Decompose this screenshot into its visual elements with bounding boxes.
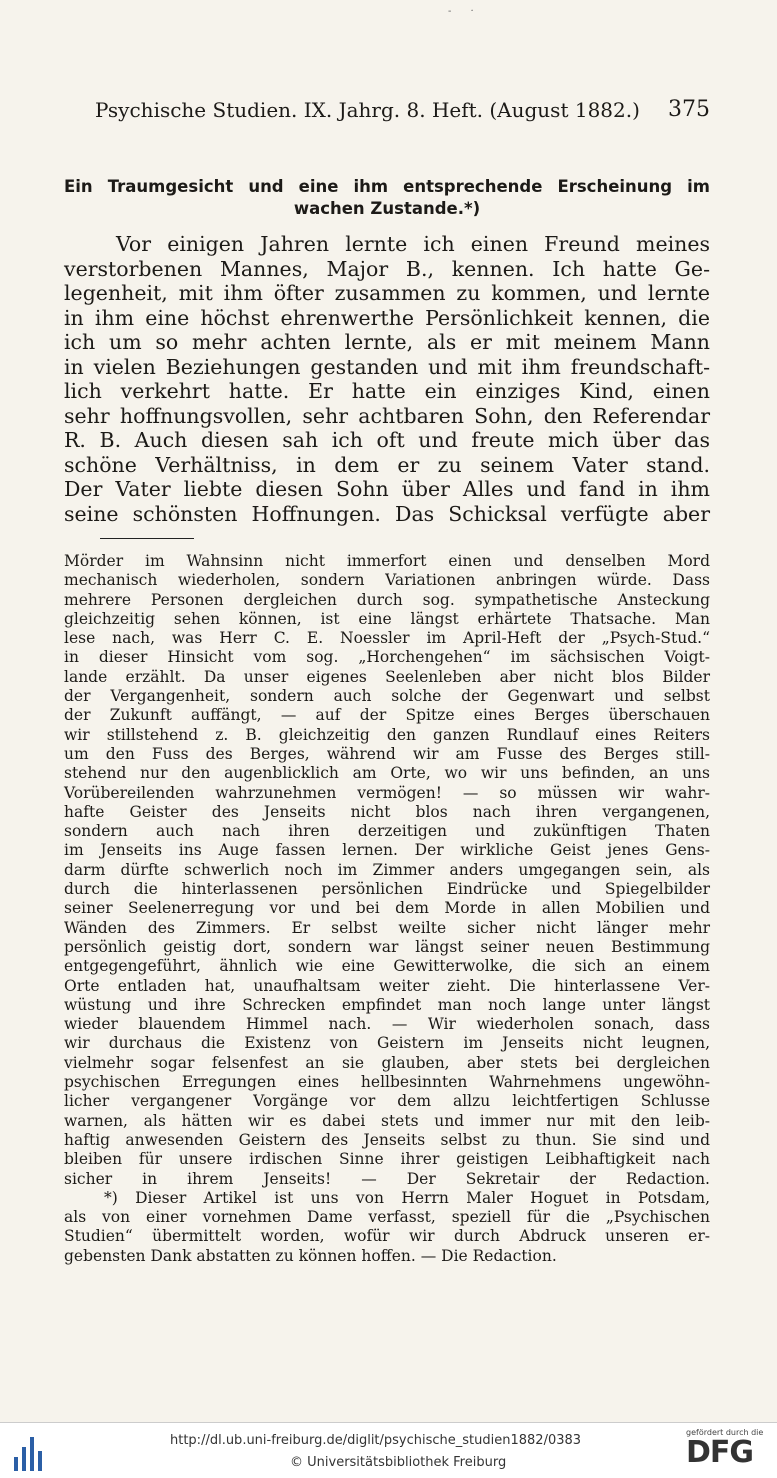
footnote-line: Mörder im Wahnsinn nicht immerfort einen und denselben Mord (64, 552, 710, 570)
body-line: Vor einigen Jahren lernte ich einen Freund meines (116, 232, 710, 256)
body-line: lich verkehrt hatte. Er hatte ein einziges Kind, einen (64, 379, 710, 403)
title-line-2: wachen Zustande.*) (293, 199, 481, 218)
footnote-line: lese nach, was Herr C. E. Noessler im April-Heft der „Psych-Stud.“ (64, 629, 710, 648)
footnote-line: stehend nur den augenblicklich am Orte, wo wir uns befinden, an uns (64, 764, 710, 783)
footnote-line: in dieser Hinsicht vom sog. „Horchengehen“ im sächsischen Voigt- (64, 648, 710, 667)
note-line: gebensten Dank abstatten zu können hoffen. — Die Redaction. (64, 1246, 557, 1265)
library-logo (14, 1431, 50, 1471)
footnote-line: bleiben für unsere irdischen Sinne ihrer geistigen Leibhaftigkeit nach (64, 1150, 710, 1169)
body-line: Der Vater liebte diesen Sohn über Alles und fand in ihm (64, 477, 710, 501)
footnote-line: Orte entladen hat, unaufhaltsam weiter zieht. Die hinterlassene Ver- (64, 976, 710, 995)
footnote-line: psychischen Erregungen eines hellbesinnten Wahrnehmens ungewöhn- (64, 1073, 710, 1092)
footnote-line: wieder blauendem Himmel nach. — Wir wiederholen sonach, dass (64, 1015, 710, 1034)
footnote-line: der Zukunft auffängt, — auf der Spitze eines Berges überschauen (64, 706, 710, 725)
footnote-line: Vorübereilenden wahrzunehmen vermögen! — so müssen wir wahr- (64, 783, 710, 802)
footnote-line: licher vergangener Vorgänge vor dem allzu leichtfertigen Schlusse (64, 1092, 710, 1111)
body-line: in vielen Beziehungen gestanden und mit ihm freundschaft- (64, 354, 710, 379)
footnote-line: warnen, als hätten wir es dabei stets und immer nur mit den leib- (64, 1111, 710, 1130)
running-title: Psychische Studien. IX. Jahrg. 8. Heft. (August 1882.) (95, 98, 640, 122)
footnotes (64, 552, 710, 1266)
footnote-line: seiner Seelenerregung vor und bei dem Morde in allen Mobilien und (64, 899, 710, 918)
body-line: legenheit, mit ihm öfter zusammen zu kommen, und lernte (64, 281, 710, 305)
footnote-separator (100, 538, 194, 539)
viewer-footer (0, 1422, 777, 1478)
copyright-text: © Universitätsbibliothek Freiburg (290, 1455, 507, 1470)
footnote-line: entgegengeführt, ähnlich wie eine Gewitterwolke, die sich an einem (64, 957, 710, 976)
footnote-line: vielmehr sogar felsenfest an sie glauben, aber stets bei dergleichen (64, 1053, 710, 1072)
scan-mark: - · (448, 6, 482, 17)
body-line: verstorbenen Mannes, Major B., kennen. Ich hatte Ge- (64, 256, 710, 281)
footnote-line: lande erzählt. Da unser eigenes Seelenleben aber nicht blos Bilder (64, 667, 710, 686)
article-body (64, 232, 710, 526)
running-header (95, 96, 710, 124)
body-line: in ihm eine höchst ehrenwerthe Persönlichkeit kennen, die (64, 305, 710, 330)
body-line: schöne Verhältniss, in dem er zu seinem Vater stand. (64, 452, 710, 477)
footnote-line: um den Fuss des Berges, während wir am Fusse des Berges still- (64, 744, 710, 763)
body-line: seine schönsten Hoffnungen. Das Schicksal verfügte aber (64, 501, 710, 526)
footnote-line: der Vergangenheit, sondern auch solche der Gegenwart und selbst (64, 687, 710, 706)
footnote-line: wir durchaus die Existenz von Geistern im Jenseits nicht leugnen, (64, 1034, 710, 1053)
footnote-line: darm dürfte schwerlich noch im Zimmer anders umgegangen sein, als (64, 860, 710, 879)
footnote-line: persönlich geistig dort, sondern war längst seiner neuen Bestimmung (64, 937, 710, 956)
footnote-line: mechanisch wiederholen, sondern Variationen anbringen würde. Dass (64, 571, 710, 590)
source-url-link[interactable]: http://dl.ub.uni-freiburg.de/diglit/psychische_studien1882/0383 (170, 1433, 582, 1448)
footnote-line: sondern auch nach ihren derzeitigen und zukünftigen Thaten (64, 822, 710, 841)
page-number: 375 (668, 97, 710, 122)
note-line: *) Dieser Artikel ist uns von Herrn Maler Hoguet in Potsdam, (104, 1188, 710, 1207)
body-line: sehr hoffnungsvollen, sehr achtbaren Sohn, den Referendar (64, 403, 710, 428)
footnote-line: Wänden des Zimmers. Er selbst weilte sicher nicht länger mehr (64, 918, 710, 937)
dfg-logo (686, 1428, 766, 1469)
note-line: als von einer vornehmen Dame verfasst, speziell für die „Psychischen (64, 1208, 710, 1227)
funder-caption: gefördert durch die (686, 1428, 764, 1437)
article-title (64, 176, 710, 220)
footnote-line: gleichzeitig sehen können, ist eine längst erhärtete Thatsache. Man (64, 609, 710, 628)
body-line: ich um so mehr achten lernte, als er mit meinem Mann (64, 330, 710, 354)
footnote-line: wüstung und ihre Schrecken empfindet man noch lange unter längst (64, 995, 710, 1014)
note-line: Studien“ übermittelt worden, wofür wir durch Abdruck unseren er- (64, 1227, 710, 1246)
footnote-line: sicher in ihrem Jenseits! — Der Sekretair der Redaction. (64, 1169, 710, 1188)
title-line-1: Ein Traumgesicht und eine ihm entsprechende Erscheinung im (64, 177, 710, 196)
funder-logo-text: DFG (686, 1435, 754, 1470)
footnote-line: hafte Geister des Jenseits nicht blos nach ihren vergangenen, (64, 802, 710, 821)
footnote-line: mehrere Personen dergleichen durch sog. sympathetische Ansteckung (64, 590, 710, 609)
body-line: R. B. Auch diesen sah ich oft und freute mich über das (64, 428, 710, 452)
footnote-line: im Jenseits ins Auge fassen lernen. Der wirkliche Geist jenes Gens- (64, 841, 710, 860)
footnote-line: wir stillstehend z. B. gleichzeitig den ganzen Rundlauf eines Reiters (64, 725, 710, 744)
footnote-line: haftig anwesenden Geistern des Jenseits selbst zu thun. Sie sind und (64, 1130, 710, 1149)
footnote-line: durch die hinterlassenen persönlichen Eindrücke und Spiegelbilder (64, 880, 710, 899)
